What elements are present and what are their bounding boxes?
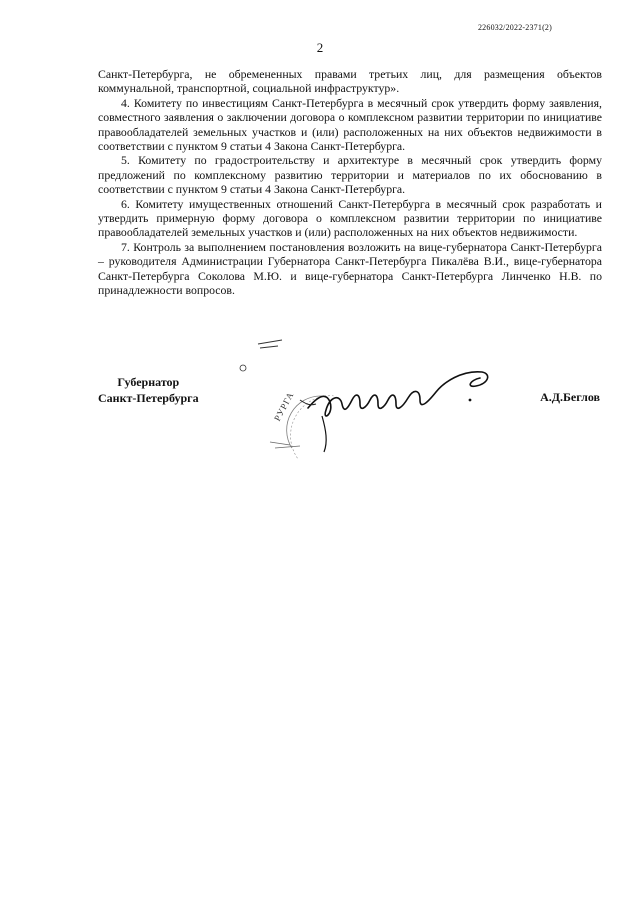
paragraph-item-7: 7. Контроль за выполнением постановления возложить на вице-губернатора Санкт-Петербурга – руководителя Администрации Губернатора Санкт-Петербурга Пикалёва В.И., вице-губернатора Санкт-Петербурга Соколова М.Ю. и вице-губернатора Санкт-Петербурга Линченко Н.В. по принадлежности вопросов. — [98, 239, 602, 298]
page-number: 2 — [316, 40, 324, 55]
stamp-lettering: РУРГА — [272, 389, 296, 423]
signatory-title-line2: Санкт-Петербурга — [98, 391, 199, 405]
signatory-title-line1: Губернатор — [117, 375, 180, 389]
signatory-name: А.Д.Беглов — [540, 390, 600, 404]
document-number: 226032/2022-2371(2) — [477, 23, 552, 32]
signatory-title — [98, 374, 199, 406]
handwritten-signature — [230, 330, 520, 460]
paragraph-item-6: 6. Комитету имущественных отношений Санкт-Петербурга в месячный срок разработать и утвердить примерную форму договора о комплексном развитии территории по инициативе правообладателей земельных участков и (или) расположенных на них объектов недвижимости. — [98, 196, 602, 240]
document-body — [98, 67, 602, 298]
paragraph-item-4: 4. Комитету по инвестициям Санкт-Петербурга в месячный срок утвердить форму заявления, совместного заявления о заключении договора о комплексном развитии территории по инициативе правообладателей земельных участков и (или) расположенных на них объектов недвижимости в соответствии с пунктом 9 статьи 4 Закона Санкт-Петербурга. — [98, 95, 602, 154]
paragraph-continuation: Санкт-Петербурга, не обремененных правами третьих лиц, для размещения объектов коммунальной, транспортной, социальной инфраструктур». — [98, 67, 602, 96]
paragraph-item-5: 5. Комитету по градостроительству и архитектуре в месячный срок утвердить форму предложений по комплексному развитию территории и материалов по их обоснованию в соответствии с пунктом 9 статьи 4 Закона Санкт-Петербурга. — [98, 153, 602, 197]
